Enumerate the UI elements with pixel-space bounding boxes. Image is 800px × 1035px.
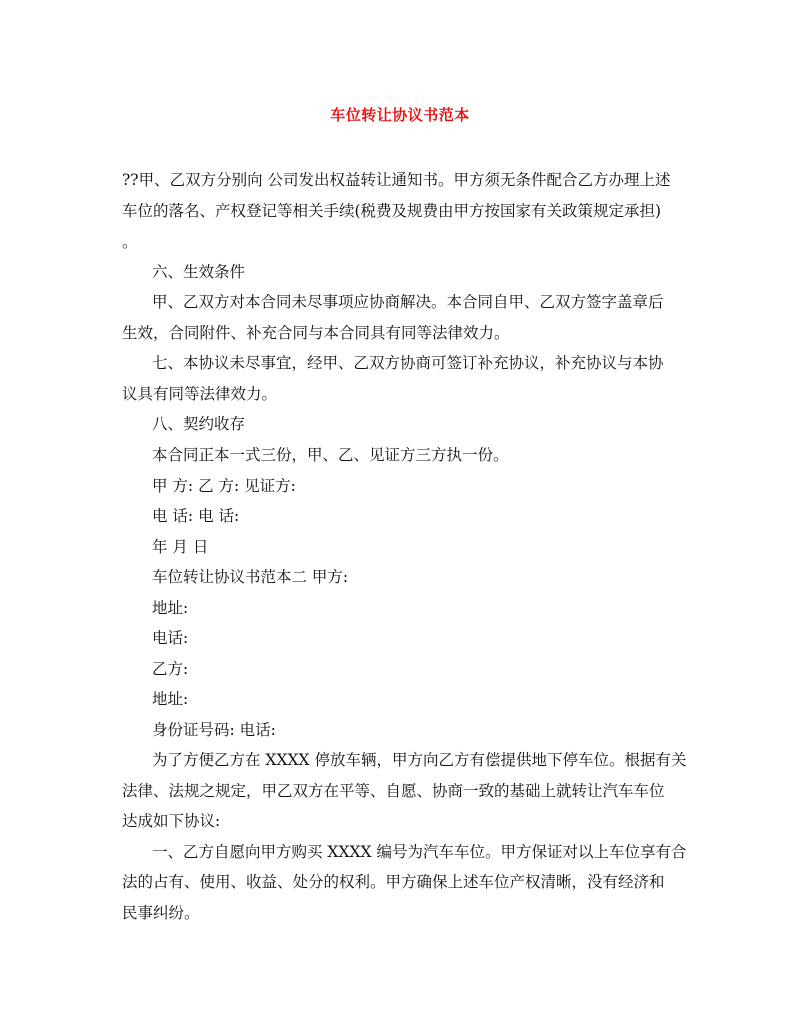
section-heading: 八、契约收存 <box>152 415 246 433</box>
paragraph-line: 法律、法规之规定，甲乙双方在平等、自愿、协商一致的基础上就转让汽车车位 <box>122 782 665 800</box>
paragraph-line: ??甲、乙双方分别向 公司发出权益转让通知书。甲方须无条件配合乙方办理上述 <box>122 171 671 189</box>
document-title: 车位转让协议书范本 <box>330 106 470 124</box>
paragraph-line: 甲、乙双方对本合同未尽事项应协商解决。本合同自甲、乙双方签字盖章后 <box>152 293 664 311</box>
phone-line: 电 话: 电 话: <box>152 507 240 525</box>
paragraph-line: 议具有同等法律效力。 <box>122 385 278 403</box>
date-line: 年 月 日 <box>152 538 209 556</box>
party-b-line: 乙方: <box>152 660 189 678</box>
paragraph-line: 达成如下协议: <box>122 812 221 830</box>
paragraph-line: 一、乙方自愿向甲方购买 XXXX 编号为汽车车位。甲方保证对以上车位享有合 <box>152 843 687 861</box>
address-line: 地址: <box>152 599 189 617</box>
phone-line: 电话: <box>152 629 189 647</box>
paragraph-line: 法的占有、使用、收益、处分的权利。甲方确保上述车位产权清晰，没有经济和 <box>122 873 665 891</box>
paragraph-line: 民事纠纷。 <box>122 904 200 922</box>
paragraph-line: 为了方便乙方在 XXXX 停放车辆，甲方向乙方有偿提供地下停车位。根据有关 <box>152 751 687 769</box>
paragraph-line: 。 <box>122 233 138 251</box>
section-heading: 六、生效条件 <box>152 263 246 281</box>
address-line: 地址: <box>152 690 189 708</box>
paragraph-line: 车位的落名、产权登记等相关手续(税费及规费由甲方按国家有关政策规定承担) <box>122 202 662 220</box>
paragraph-line: 生效，合同附件、补充合同与本合同具有同等法律效力。 <box>122 324 510 342</box>
paragraph-line: 本合同正本一式三份，甲、乙、见证方三方执一份。 <box>152 446 509 464</box>
id-phone-line: 身份证号码: 电话: <box>152 721 276 739</box>
sample-two-heading: 车位转让协议书范本二 甲方: <box>152 568 349 586</box>
paragraph-line: 七、本协议未尽事宜，经甲、乙双方协商可签订补充协议，补充协议与本协 <box>152 354 664 372</box>
signature-parties-line: 甲 方: 乙 方: 见证方: <box>152 477 296 495</box>
